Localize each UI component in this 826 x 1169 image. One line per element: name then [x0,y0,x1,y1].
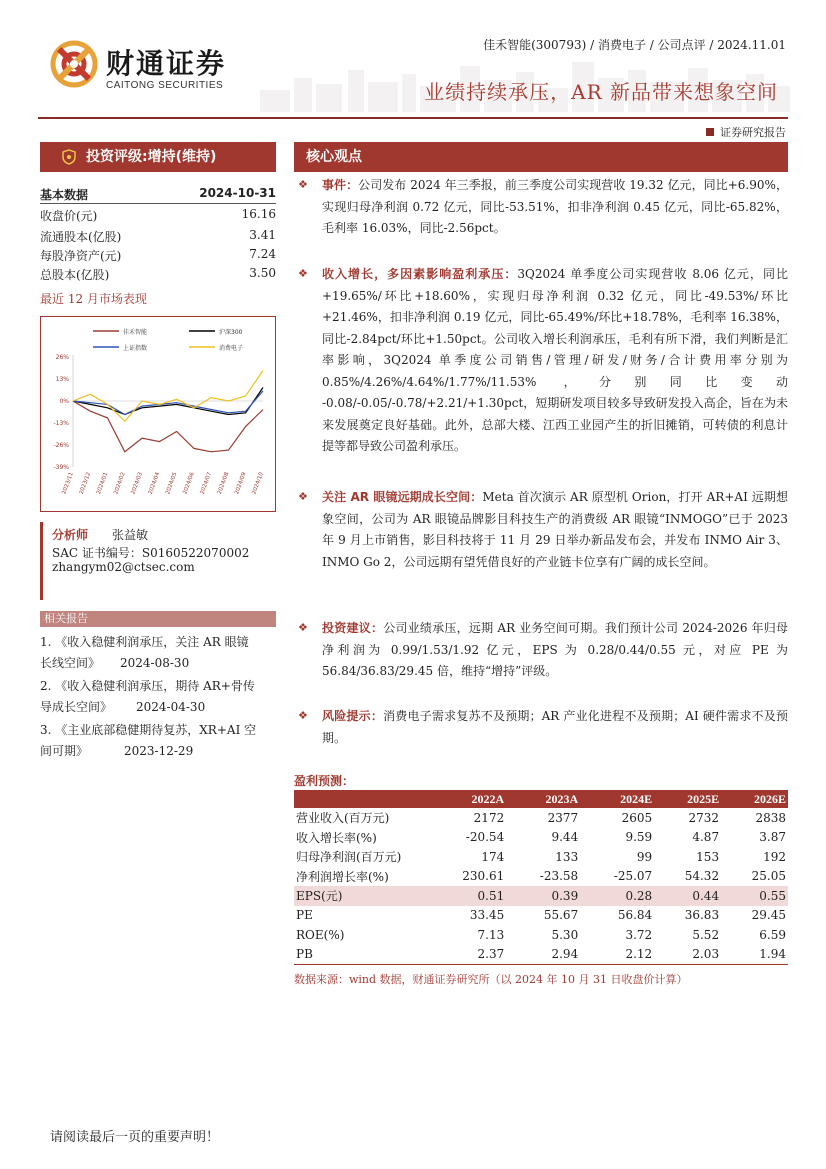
diamond-bullet-icon: ❖ [298,709,308,722]
forecast-header-cell [294,790,426,808]
core-point-event [322,175,788,240]
series-line [73,391,263,415]
forecast-table [294,790,788,965]
diamond-bullet-icon: ❖ [298,490,308,503]
analyst-email[interactable]: zhangym02@ctsec.com [52,560,195,574]
logo-text-en: CAITONG SECURITIES [106,80,224,91]
forecast-row-label: 收入增长率(%) [296,830,377,845]
related-reports-header: 相关报告 [40,611,276,627]
market-chart [40,316,276,512]
forecast-cell: 7.13 [477,927,505,942]
forecast-row-label: 归母净利润(百万元) [296,850,402,865]
core-point-keyword: 收入增长，多因素影响盈利承压： [322,267,518,281]
forecast-cell: 1.94 [721,945,788,965]
related-report-title: 1. 《收入稳健利润承压，关注 AR 眼镜 [40,635,249,649]
forecast-cell: 2377 [547,810,579,825]
basic-data-label: 每股净资产(元) [40,249,122,263]
related-report-date: 2023-12-29 [124,744,194,758]
x-tick-label: 2023/11 [61,471,75,496]
x-tick-label: 2024/04 [147,471,162,496]
forecast-cell: 9.59 [625,830,653,845]
logo-mark-icon [50,40,98,88]
forecast-cell: 2.03 [654,945,721,965]
related-report-date: 2024-04-30 [136,700,206,714]
forecast-cell: 0.28 [580,886,654,906]
x-tick-label: 2024/07 [199,471,214,496]
forecast-header-cell: 2022A [426,790,506,808]
report-title: 业绩持续承压，AR 新品带来想象空间 [424,80,778,104]
forecast-cell: 153 [696,849,720,864]
related-report-title: 3. 《主业底部稳健期待复苏，XR+AI 空 [40,723,257,737]
company-logo [50,36,250,96]
basic-data-value: 3.41 [249,228,276,242]
core-point-advice [322,618,788,683]
forecast-cell: 0.51 [426,886,506,906]
core-point-text: Meta 首次演示 AR 原型机 Orion，打开 AR+AI 远期想象空间，公司为 AR 眼镜品牌影目科技生产的消费级 AR 眼镜“INMOGO”已于 2023 年 9 月上市销售，影目科技将于 11 月 29 日举办新品发布会，并发布 INMO Air 3、INMO Go 2，公司远期有望凭借良好的产业链卡位享有广阔的成长空间。 [322,490,788,569]
x-tick-label: 2024/06 [182,471,196,496]
header-divider [38,117,788,119]
forecast-cell: 2.12 [580,945,654,965]
forecast-cell: -23.58 [539,869,579,884]
forecast-cell: 99 [636,849,653,864]
basic-data-title: 基本数据 [40,188,89,202]
forecast-cell: 9.44 [551,830,579,845]
core-view-banner: 核心观点 [294,142,788,172]
forecast-header-cell: 2026E [721,790,788,808]
core-point-keyword: 关注 AR 眼镜远期成长空间： [322,490,483,504]
forecast-header-cell: 2023A [506,790,580,808]
disclaimer-footer: 请阅读最后一页的重要声明！ [50,1130,220,1145]
rating-label: 投资评级:增持(维持) [86,149,217,165]
y-tick-label: -39% [53,464,69,471]
x-tick-label: 2024/03 [130,471,144,496]
forecast-cell: 0.55 [721,886,788,906]
legend-label: 消费电子 [219,345,244,352]
forecast-cell: 2605 [621,810,653,825]
analyst-info [40,522,276,604]
x-tick-label: 2023/12 [78,471,93,496]
forecast-cell: 2.94 [506,945,580,965]
x-tick-label: 2024/01 [95,471,110,496]
forecast-title: 盈利预测： [294,774,355,788]
logo-text-cn: 财通证券 [106,47,227,80]
forecast-cell: -20.54 [465,830,505,845]
forecast-cell: 133 [555,849,579,864]
forecast-cell: 25.05 [751,869,786,884]
forecast-row-label: 净利润增长率(%) [296,869,389,884]
core-point-text: 3Q2024 单季度公司实现营收 8.06 亿元，同比+19.65%/环比+18.60%，实现归母净利润 0.32 亿元，同比-49.53%/环比+21.46%，扣非净利润 0.19 亿元，同比-65.49%/环比+18.78%，毛利率 16.38%，同比-2.84pct/环比+1.50pct。公司收入增长利润承压，毛利有所下滑，我们判断是汇率影响，3Q2024 单季度公司销售/管理/研发/财务/合计费用率分别为 0.85%/4.26%/4.64%/1.77%/11.53% ，分别同比变动 -0.08/-0.05/-0.78/+2.21/+1.30pct，短期研发项目较多导致研发投入高企，旨在为未来发展奠定良好基础。此外，总部大楼、江西工业园产生的折旧摊销，可转债的利息计提等都导致公司盈利承压。 [322,267,788,453]
market-chart-svg [41,317,277,513]
forecast-row [294,886,788,906]
basic-data-row [40,266,276,283]
forecast-table-body [294,808,788,964]
y-tick-label: -26% [53,442,69,449]
forecast-cell: 29.45 [751,908,786,923]
basic-data-value: 7.24 [249,247,276,261]
forecast-row-label: PE [296,908,313,923]
forecast-row [294,945,788,965]
analyst-label: 分析师 [52,528,89,542]
forecast-cell: 3.87 [759,830,786,845]
forecast-row [294,808,788,828]
forecast-cell: 5.30 [551,927,579,942]
forecast-header-cell: 2024E [580,790,654,808]
forecast-cell: 192 [763,849,786,864]
basic-data-value: 3.50 [249,266,276,280]
core-point-keyword: 风险提示： [322,709,384,723]
basic-data-row [40,247,276,264]
report-meta: 佳禾智能(300793) / 消费电子 / 公司点评 / 2024.11.01 [483,38,786,52]
document-type [706,124,786,140]
forecast-cell: -25.07 [613,869,653,884]
x-tick-label: 2024/02 [113,471,127,496]
related-report-item[interactable] [40,720,280,762]
forecast-header-cell: 2025E [654,790,721,808]
forecast-row [294,867,788,887]
core-point-keyword: 投资建议： [322,621,384,635]
forecast-row [294,847,788,867]
related-report-item[interactable] [40,676,280,718]
basic-data-date: 2024-10-31 [199,186,276,200]
forecast-row-label: PB [294,945,426,965]
analyst-name: 张益敏 [112,528,149,542]
forecast-cell: 55.67 [543,908,579,923]
forecast-cell: 2838 [755,810,786,825]
forecast-row-label: EPS(元) [294,886,426,906]
forecast-cell: 36.83 [684,908,720,923]
core-point-ar [322,487,788,573]
analyst-accent-bar [40,522,43,600]
x-tick-label: 2024/09 [234,471,248,496]
legend-label: 沪深300 [219,329,243,336]
shield-icon [62,149,76,165]
forecast-source: 数据来源：wind 数据，财通证券研究所（以 2024 年 10 月 31 日收盘价计算） [294,973,688,986]
analyst-sac: SAC 证书编号：S0160522070002 [52,546,250,560]
related-report-title: 2. 《收入稳健利润承压，期待 AR+骨传 [40,679,255,693]
diamond-bullet-icon: ❖ [298,267,308,280]
forecast-cell: 0.39 [506,886,580,906]
x-tick-label: 2024/08 [216,471,231,496]
basic-data-divider [40,203,276,204]
forecast-cell: 174 [481,849,505,864]
core-point-text: 公司发布 2024 年三季报，前三季度公司实现营收 19.32 亿元，同比+6.90%，实现归母净利润 0.72 亿元，同比-53.51%，扣非净利润 0.45 亿元，同比-65.82%，毛利率 16.03%，同比-2.56pct。 [322,178,788,235]
core-point-text: 公司业绩承压，远期 AR 业务空间可期。我们预计公司 2024-2026 年归母净利润为 0.99/1.53/1.92 亿元，EPS 为 0.28/0.44/0.55 元，对应 PE 为 56.84/36.83/29.45 倍，维持“增持”评级。 [322,621,788,678]
forecast-row [294,925,788,945]
forecast-row [294,828,788,848]
square-icon [706,128,714,136]
document-type-label: 证券研究报告 [720,126,786,139]
y-tick-label: 0% [59,398,69,405]
core-point-risk [322,706,788,749]
basic-data-label: 总股本(亿股) [40,268,110,282]
related-report-title-cont: 间可期》 [40,744,89,758]
forecast-cell: 54.32 [684,869,720,884]
forecast-cell: 2732 [688,810,720,825]
related-report-item[interactable] [40,632,280,674]
diamond-bullet-icon: ❖ [298,178,308,191]
forecast-row-label: 营业收入(百万元) [296,811,390,826]
legend-label: 佳禾智能 [123,329,148,336]
legend-label: 上证指数 [123,345,148,352]
forecast-header-row [294,790,788,808]
forecast-cell: 6.59 [759,927,786,942]
core-point-keyword: 事件： [322,178,359,192]
y-tick-label: 13% [55,376,69,383]
related-report-date: 2024-08-30 [120,656,190,670]
forecast-cell: 0.44 [654,886,721,906]
core-point-revenue [322,264,788,458]
x-tick-label: 2024/10 [251,471,265,496]
forecast-row [294,906,788,926]
forecast-cell: 4.87 [692,830,720,845]
basic-data-label: 收盘价(元) [40,209,98,223]
basic-data-header [40,186,276,203]
diamond-bullet-icon: ❖ [298,621,308,634]
forecast-cell: 33.45 [469,908,505,923]
core-point-text: 消费电子需求复苏不及预期；AR 产业化进程不及预期；AI 硬件需求不及预期。 [322,709,788,745]
x-tick-label: 2024/05 [165,471,179,496]
forecast-cell: 2.37 [426,945,506,965]
forecast-cell: 230.61 [462,869,505,884]
y-tick-label: 26% [55,354,69,361]
basic-data-row [40,207,276,224]
related-report-title-cont: 长线空间》 [40,656,101,670]
related-report-title-cont: 导成长空间》 [40,700,113,714]
basic-data-row [40,228,276,245]
basic-data-label: 流通股本(亿股) [40,230,122,244]
market-performance-title: 最近 12 月市场表现 [40,292,147,306]
y-tick-label: -13% [53,420,69,427]
series-line [73,401,263,452]
rating-banner [40,142,276,172]
basic-data-value: 16.16 [241,207,276,221]
forecast-cell: 5.52 [692,927,720,942]
forecast-cell: 3.72 [625,927,653,942]
forecast-cell: 56.84 [617,908,653,923]
forecast-cell: 2172 [473,810,505,825]
forecast-row-label: ROE(%) [296,927,345,942]
